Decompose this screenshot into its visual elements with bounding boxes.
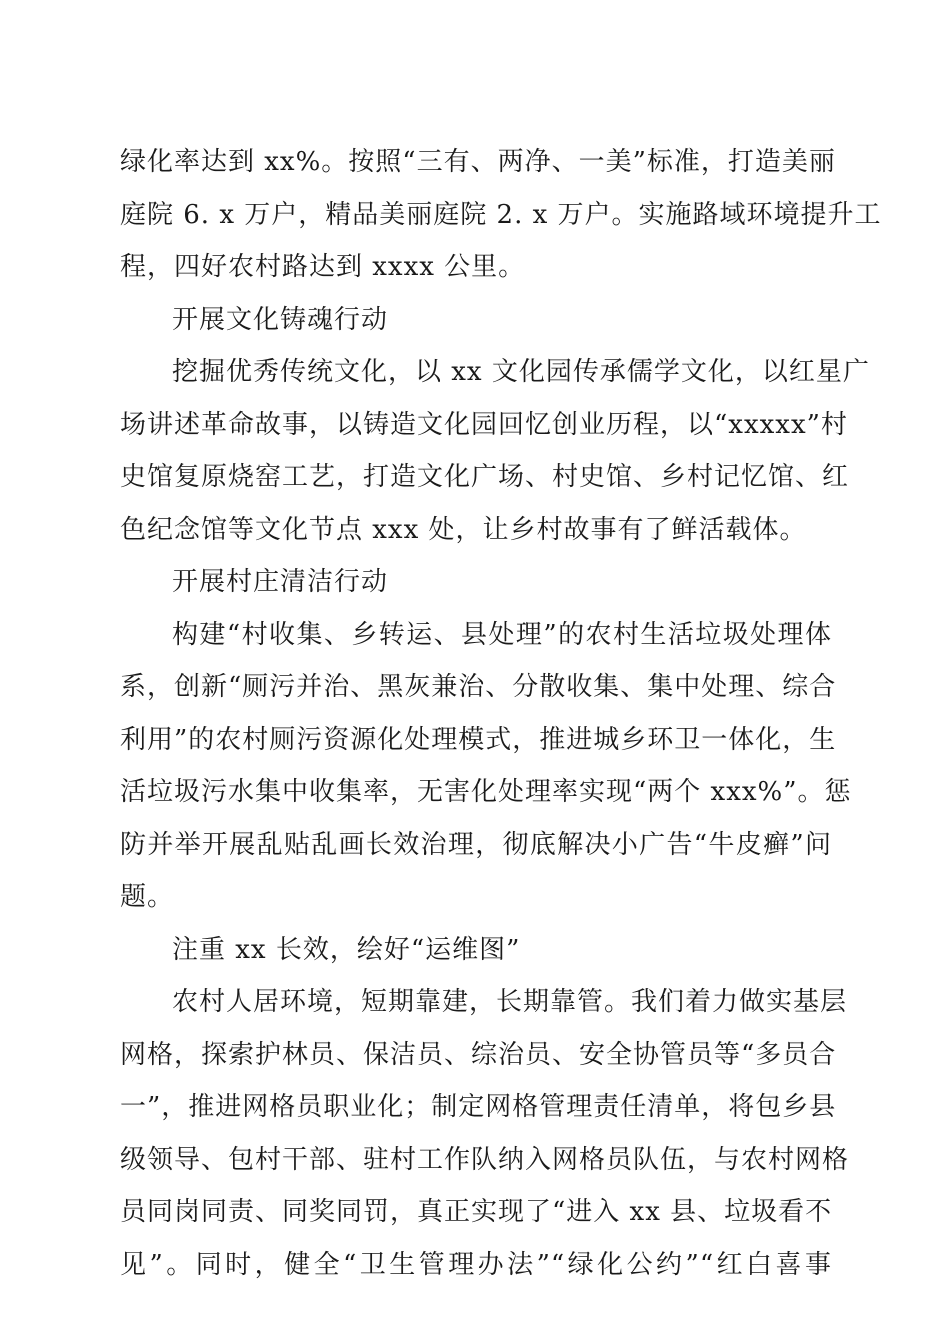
paragraph-line: 级领导、包村干部、驻村工作队纳入网格员队伍，与农村网格 bbox=[120, 1144, 850, 1175]
paragraph-line: 色纪念馆等文化节点 xxx 处，让乡村故事有了鲜活载体。 bbox=[120, 514, 807, 545]
paragraph-line: 挖掘优秀传统文化，以 xx 文化园传承儒学文化，以红星广 bbox=[172, 357, 870, 387]
paragraph-line: 员同岗同责、同奖同罚，真正实现了“进入 xx 县、垃圾看不 bbox=[120, 1197, 833, 1227]
paragraph-line: 构建“村收集、乡转运、县处理”的农村生活垃圾处理体 bbox=[172, 619, 832, 650]
paragraph-line: 庭院 6. x 万户，精品美丽庭院 2. x 万户。实施路域环境提升工 bbox=[120, 199, 882, 230]
section-heading: 注重 xx 长效，绘好“运维图” bbox=[172, 934, 521, 965]
paragraph-line: 题。 bbox=[120, 882, 175, 912]
section-heading: 开展文化铸魂行动 bbox=[172, 304, 389, 335]
paragraph-line: 程，四好农村路达到 xxxx 公里。 bbox=[120, 252, 526, 282]
paragraph-line: 农村人居环境，短期靠建，长期靠管。我们着力做实基层 bbox=[172, 987, 848, 1017]
paragraph-line: 见”。同时，健全“卫生管理办法”“绿化公约”“红白喜事 bbox=[120, 1249, 832, 1280]
paragraph-line: 网格，探索护林员、保洁员、综治员、安全协管员等“多员合 bbox=[120, 1039, 837, 1070]
paragraph-line: 一”，推进网格员职业化；制定网格管理责任清单，将包乡县 bbox=[120, 1092, 837, 1122]
paragraph-line: 防并举开展乱贴乱画长效治理，彻底解决小广告“牛皮癣”问 bbox=[120, 829, 832, 860]
paragraph-line: 活垃圾污水集中收集率，无害化处理率实现“两个 xxx%”。惩 bbox=[120, 777, 852, 807]
paragraph-line: 场讲述革命故事，以铸造文化园回忆创业历程，以“xxxxx”村 bbox=[120, 409, 848, 440]
paragraph-line: 史馆复原烧窑工艺，打造文化广场、村史馆、乡村记忆馆、红 bbox=[120, 462, 850, 492]
section-heading: 开展村庄清洁行动 bbox=[172, 567, 389, 597]
paragraph-line: 利用”的农村厕污资源化处理模式，推进城乡环卫一体化，生 bbox=[120, 724, 837, 755]
paragraph-line: 系，创新“厕污并治、黑灰兼治、分散收集、集中处理、综合 bbox=[120, 672, 837, 702]
paragraph-line: 绿化率达到 xx%。按照“三有、两净、一美”标准，打造美丽 bbox=[120, 147, 836, 177]
